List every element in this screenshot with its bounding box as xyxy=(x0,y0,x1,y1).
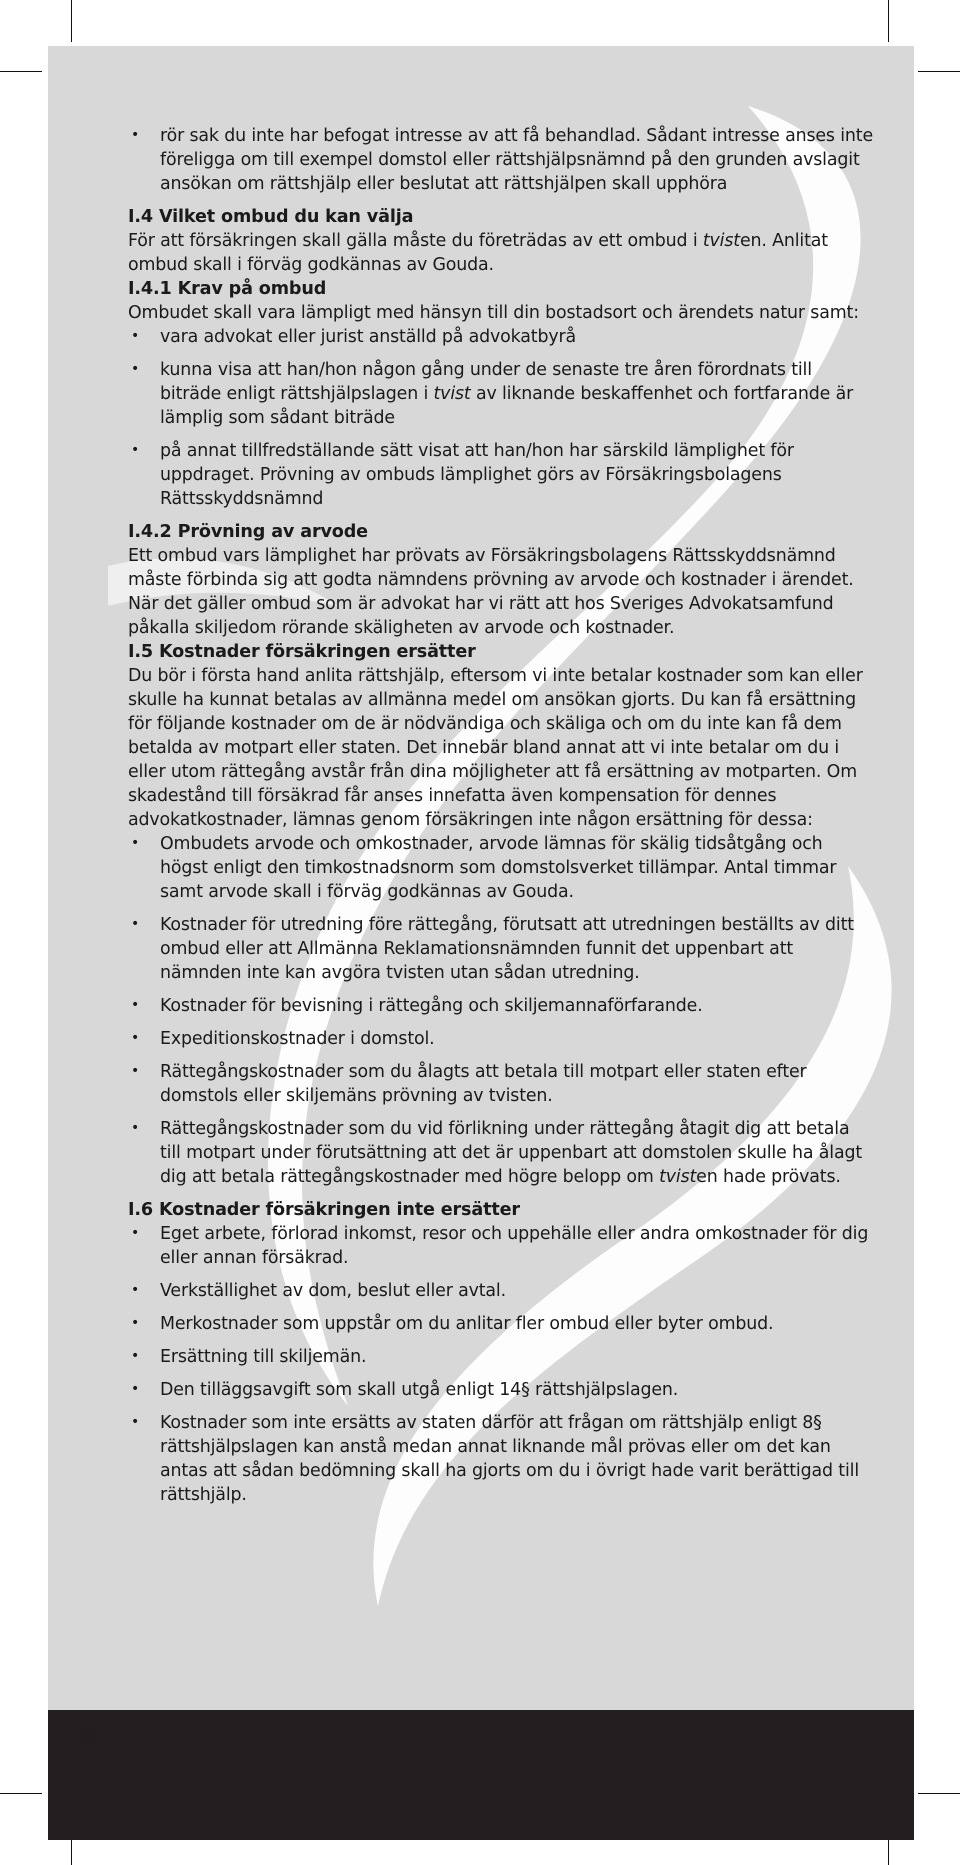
requirements-list xyxy=(128,325,873,511)
covered-costs-list xyxy=(128,832,873,1189)
excluded-costs-list xyxy=(128,1222,873,1507)
crop-mark xyxy=(888,0,889,42)
crop-mark xyxy=(0,1793,42,1794)
crop-mark xyxy=(71,0,72,42)
page-number: 14 xyxy=(80,1724,114,1754)
crop-mark xyxy=(918,1793,960,1794)
list-item: • Kostnader som inte ersätts av staten därför att frågan om rättshjälp enligt 8§ rättshjälpslagen kan anstå medan annat liknande mål prövas eller om det kan antas att sådan bedömning skall ha gjorts om du i övrigt hade varit berättigad till rättshjälp. xyxy=(128,1411,873,1507)
paragraph: Du bör i första hand anlita rättshjälp, eftersom vi inte betalar kostnader som kan eller skulle ha kunnat betalas av allmänna medel om ansökan gjorts. Du kan få ersättning för följande kostnader om de är nödvändiga och skäliga och om du inte kan få dem betalda av motpart eller staten. Det innebär bland annat att vi inte betalar om du i eller utom rättegång avstår från dina möjligheter att få ersättning av motparten. Om skadestånd till försäkrad får anses innefatta även kompensation för dennes advokatkostnader, lämnas genom försäkringen inte någon ersättning för dessa: xyxy=(128,666,863,830)
footer-bar xyxy=(48,1710,914,1840)
section-heading: I.4.1 Krav på ombud xyxy=(128,279,327,299)
list-item: • Den tilläggsavgift som skall utgå enligt 14§ rättshjälpslagen. xyxy=(128,1378,873,1402)
list-item: • Kostnader för utredning före rättegång, förutsatt att utredningen beställts av ditt ombud eller att Allmänna Reklamationsnämnden funnit det uppenbart att nämnden inte kan avgöra tvisten utan sådan utredning. xyxy=(128,913,873,985)
list-item: • Rättegångskostnader som du ålagts att betala till motpart eller staten efter domstols eller skiljemäns prövning av tvisten. xyxy=(128,1060,873,1108)
paragraph: För att försäkringen skall gälla måste du företrädas av ett ombud i tvisten. Anlitat ombud skall i förväg godkännas av Gouda. xyxy=(128,231,828,275)
list-item: • Merkostnader som uppstår om du anlitar fler ombud eller byter ombud. xyxy=(128,1312,873,1336)
list-item: • Expeditionskostnader i domstol. xyxy=(128,1027,873,1051)
list-item: • rör sak du inte har befogat intresse av att få behandlad. Sådant intresse anses inte föreligga om till exempel domstol eller rättshjälpsnämnd på den grunden avslagit ansökan om rättshjälp eller beslutat att rättshjälpen skall upphöra xyxy=(128,124,873,196)
section-heading: I.6 Kostnader försäkringen inte ersätter xyxy=(128,1200,520,1220)
list-item: • på annat tillfredställande sätt visat att han/hon har särskild lämplighet för uppdraget. Prövning av ombuds lämplighet görs av Försäkringsbolagens Rättsskyddsnämnd xyxy=(128,439,873,511)
intro-bullets xyxy=(128,124,873,196)
section-heading: I.4 Vilket ombud du kan välja xyxy=(128,207,414,227)
list-item: • kunna visa att han/hon någon gång under de senaste tre åren förordnats till biträde enligt rättshjälpslagen i tvist av liknande beskaffenhet och fortfarande är lämplig som sådant biträde xyxy=(128,358,873,430)
list-item: • Kostnader för bevisning i rättegång och skiljemannaförfarande. xyxy=(128,994,873,1018)
paragraph: Ett ombud vars lämplighet har prövats av Försäkringsbolagens Rättsskyddsnämnd måste förbinda sig att godta nämndens prövning av arvode och kostnader i ärendet. När det gäller ombud som är advokat har vi rätt att hos Sveriges Advokatsamfund påkalla skiljedom rörande skäligheten av arvode och kostnader. xyxy=(128,546,854,638)
paragraph: Ombudet skall vara lämpligt med hänsyn till din bostadsort och ärendets natur samt: xyxy=(128,303,859,323)
page xyxy=(48,46,914,1840)
section-heading: I.5 Kostnader försäkringen ersätter xyxy=(128,642,476,662)
section-heading: I.4.2 Prövning av arvode xyxy=(128,522,368,542)
crop-mark xyxy=(918,71,960,72)
list-item: • Verkställighet av dom, beslut eller avtal. xyxy=(128,1279,873,1303)
crop-mark xyxy=(0,71,42,72)
list-item: • Eget arbete, förlorad inkomst, resor och uppehälle eller andra omkostnader för dig eller annan försäkrad. xyxy=(128,1222,873,1270)
document-body xyxy=(128,124,873,1516)
list-item: • Ombudets arvode och omkostnader, arvode lämnas för skälig tidsåtgång och högst enligt den timkostnadsnorm som domstolsverket tillämpar. Antal timmar samt arvode skall i förväg godkännas av Gouda. xyxy=(128,832,873,904)
list-item: • vara advokat eller jurist anställd på advokatbyrå xyxy=(128,325,873,349)
list-item: • Ersättning till skiljemän. xyxy=(128,1345,873,1369)
list-item: • Rättegångskostnader som du vid förlikning under rättegång åtagit dig att betala till motpart under förutsättning att det är uppenbart att domstolen skulle ha ålagt dig att betala rättegångskostnader med högre belopp om tvisten hade prövats. xyxy=(128,1117,873,1189)
